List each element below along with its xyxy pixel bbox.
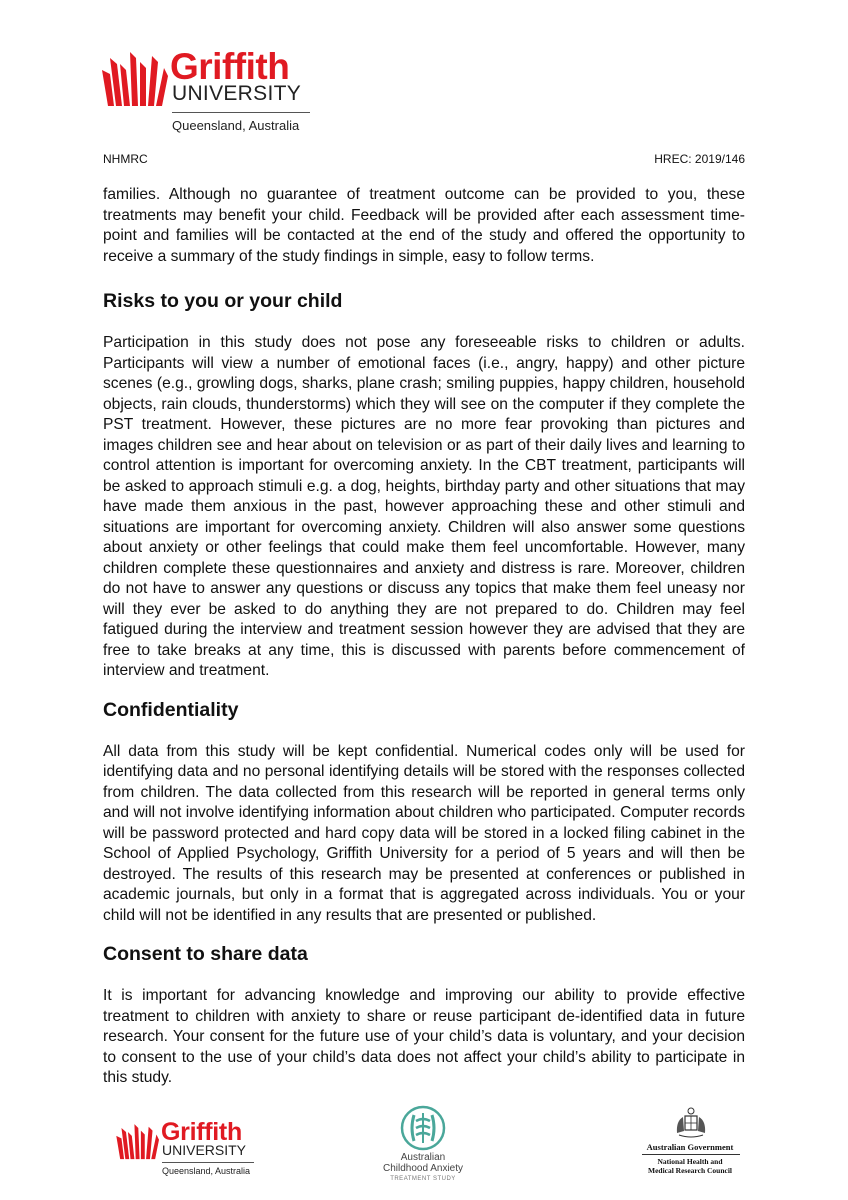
coat-of-arms-icon bbox=[674, 1107, 708, 1139]
acas-line1: Australian bbox=[400, 1152, 446, 1163]
gov-divider bbox=[642, 1154, 740, 1155]
logo-university: UNIVERSITY bbox=[172, 82, 302, 105]
footer-griffith-logo bbox=[115, 1120, 255, 1180]
section-heading-consent: Consent to share data bbox=[103, 943, 308, 965]
footer-griffith-university: UNIVERSITY bbox=[162, 1142, 247, 1158]
header-right-label: HREC: 2019/146 bbox=[654, 152, 745, 166]
footer-logos bbox=[0, 1105, 848, 1195]
griffith-logo bbox=[100, 46, 312, 142]
section-text-consent: It is important for advancing knowledge and improving our ability to provide effective treatment to children with anxiety to share or reuse participant de-identified data in future research. Your consent for the future use of your child’s data is voluntary, and your decision to consent to the use of your child’s data does not affect your child’s ability to participate in this study. bbox=[103, 987, 745, 1086]
section-heading-risks: Risks to you or your child bbox=[103, 290, 343, 312]
logo-name: Griffith bbox=[170, 46, 290, 87]
gov-line1: Australian Government bbox=[646, 1142, 734, 1152]
section-heading-confidentiality: Confidentiality bbox=[103, 698, 239, 721]
logo-place: Queensland, Australia bbox=[172, 118, 300, 133]
footer-griffith-place: Queensland, Australia bbox=[162, 1166, 251, 1176]
gov-line2: National Health and bbox=[657, 1157, 723, 1166]
header-left-label: NHMRC bbox=[103, 152, 148, 166]
footer-acas-logo bbox=[358, 1105, 488, 1195]
acas-line2: Childhood Anxiety bbox=[382, 1163, 464, 1174]
acas-line3: TREATMENT STUDY bbox=[390, 1176, 456, 1182]
footer-griffith-name: Griffith bbox=[161, 1118, 242, 1146]
acas-emblem-icon bbox=[400, 1105, 446, 1151]
logo-divider bbox=[172, 112, 310, 113]
griffith-flame-icon bbox=[100, 50, 168, 106]
section-text-confidentiality: All data from this study will be kept confidential. Numerical codes only will be used for identifying data and no personal identifying details will be stored with the responses collected from children. The data collected from this research will be reported in general terms only and will not involve identifying information about children who participated. Computer records will be password protected and hard copy data will be stored in a locked filing cabinet in the School of Applied Psychology, Griffith University for a period of 5 years and will then be destroyed. The results of this research may be presented at conferences or published in academic journals, but only in a format that is aggregated across individuals. You or your child will not be identified in any results that are presented or published. bbox=[103, 742, 745, 924]
section-text-risks: Participation in this study does not pose any foreseeable risks to children or adults. Participants will view a number of emotional faces (i.e., angry, happy) and other picture scenes (e.g., growling dogs, sharks, plane crash; smiling puppies, happy children, household objects, rain clouds, thunderstorms) which they will see on the computer if they complete the PST treatment. However, these pictures are no more fear provoking than pictures and images children see and hear about on television or as part of their daily lives and learning to control attention is important for overcoming anxiety. In the CBT treatment, participants will be asked to approach stimuli e.g. a dog, heights, birthday party and other situations that may have made them anxious in the past, however approaching these and other stimuli and situations are important for overcoming anxiety. Children will also answer some questions about anxiety or other feelings that could make them feel uncomfortable. However, many children complete these questionnaires and anxiety and distress is rare. Moreover, children do not have to answer any questions or discuss any topics that make them feel uneasy nor will they ever be asked to do anything they are not prepared to do. Children may feel fatigued during the interview and treatment session however they are advised that they are free to take breaks at any time, this is discussed with parents before commencement of interview and treatment. bbox=[103, 334, 745, 679]
footer-government-logo bbox=[630, 1105, 770, 1195]
intro-paragraph: families. Although no guarantee of treatment outcome can be provided to you, these treatments may benefit your child. Feedback will be provided after each assessment time-point and families will be contacted at the end of the study and offered the opportunity to receive a summary of the study findings in simple, easy to follow terms. bbox=[103, 186, 745, 265]
gov-line3: Medical Research Council bbox=[647, 1166, 733, 1175]
griffith-flame-icon bbox=[115, 1122, 159, 1160]
document-body bbox=[103, 185, 745, 1089]
footer-griffith-divider bbox=[162, 1162, 254, 1163]
